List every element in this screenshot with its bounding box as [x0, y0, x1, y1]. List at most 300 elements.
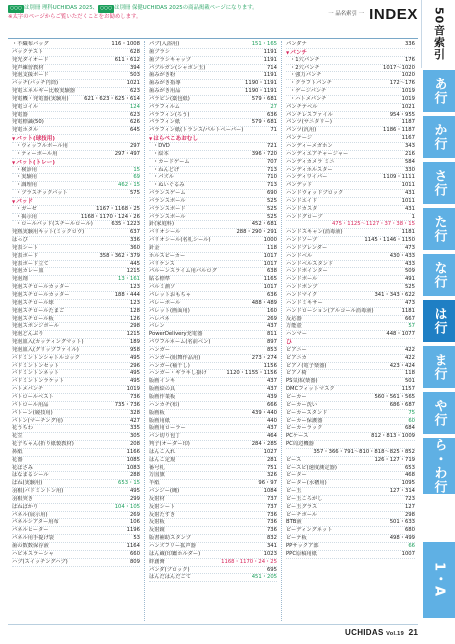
index-entry — [286, 41, 415, 49]
entry-name: DMCフィットマスク — [286, 386, 335, 393]
entry-name: 発泡スチロールカッター — [12, 292, 70, 298]
entry-name: ハンカチ(布) — [149, 401, 180, 408]
index-entry — [149, 214, 277, 222]
entry-name: 版画用紙 — [149, 417, 170, 424]
index-entry — [286, 457, 415, 465]
index-entry — [12, 151, 140, 159]
index-entry — [12, 331, 140, 339]
entry-pages: 1191 — [263, 56, 277, 63]
entry-name: 版画板 — [149, 409, 165, 416]
entry-name: 発電機・発電器(実験用) — [12, 95, 69, 102]
entry-name: パネル(展示用) — [12, 511, 48, 518]
entry-name: ピー玉ころがし — [286, 495, 323, 502]
entry-name: 反射材 — [149, 495, 165, 502]
index-entry — [286, 543, 415, 551]
index-entry — [12, 96, 140, 104]
index-entry — [286, 159, 415, 167]
entry-pages: 335 — [129, 425, 140, 432]
index-entry — [149, 276, 277, 284]
index-entry — [149, 57, 277, 65]
side-tab-5[interactable] — [423, 300, 455, 344]
index-entry — [149, 159, 277, 167]
entry-name: 針(家庭科) — [149, 221, 175, 228]
entry-name: 発泡カレー皿 — [12, 268, 44, 275]
index-entry — [149, 394, 277, 402]
entry-pages: 575 — [129, 190, 140, 197]
index-entry — [12, 527, 140, 535]
index-entry — [12, 237, 140, 245]
entry-pages: 832 — [266, 535, 277, 542]
entry-pages: 104・105 — [114, 503, 140, 510]
side-index — [421, 0, 455, 644]
entry-name: ハンガー — [149, 346, 170, 353]
index-entry — [149, 331, 277, 339]
entry-pages: 737 — [266, 495, 277, 502]
entry-pages: 358・362・379 — [99, 252, 140, 259]
entry-pages: 495 — [129, 488, 140, 495]
entry-pages: 437 — [266, 378, 277, 385]
index-heading — [328, 4, 418, 23]
index-entry — [286, 229, 415, 237]
index-entry — [149, 237, 277, 245]
entry-pages: 208 — [129, 441, 140, 448]
entry-name: ▼ バット(球技用) — [12, 135, 55, 142]
entry-pages: 666 — [266, 401, 277, 408]
side-tab-8[interactable] — [423, 438, 455, 496]
entry-name: 鼻紙 — [12, 448, 23, 455]
entry-name: ピーカーラック — [286, 425, 323, 432]
index-entry — [12, 370, 140, 378]
entry-name: 歯ブラシ — [149, 48, 170, 55]
entry-pages: 1017 — [263, 284, 277, 291]
entry-name: ハトメパンチ — [12, 386, 44, 393]
index-entry — [149, 457, 277, 465]
index-entry — [12, 276, 140, 284]
entry-pages: 60 — [408, 417, 415, 424]
entry-pages: 128 — [129, 307, 140, 314]
entry-name: 版書補助スタンプ — [149, 535, 191, 542]
entry-name: 絆創膏 — [149, 558, 165, 565]
index-entry — [12, 402, 140, 410]
index-entry — [12, 323, 140, 331]
entry-pages: 66 — [408, 543, 415, 549]
entry-pages: 684 — [404, 425, 415, 432]
entry-name: 反射板 — [149, 519, 165, 526]
index-entry — [12, 488, 140, 496]
index-column-1 — [8, 41, 145, 621]
index-entry — [149, 410, 277, 418]
entry-name: ▼ バット(トレー) — [12, 159, 55, 166]
entry-pages: 1191 — [263, 48, 277, 55]
entry-pages: 695 — [266, 566, 277, 573]
entry-pages: 27 — [270, 103, 277, 110]
entry-pages: 1181 — [401, 307, 415, 314]
side-tab-label: な行 — [431, 261, 447, 289]
entry-pages: 623 — [129, 88, 140, 95]
index-entry — [12, 551, 140, 559]
side-tab-label: や行 — [431, 399, 447, 427]
entry-pages: 357・366・791〜810・818〜825・852 — [313, 448, 415, 455]
index-entry — [149, 559, 277, 567]
entry-pages: 710 — [266, 174, 277, 181]
entry-name: パラフィン紙(トランス/パルトペーパー) — [149, 127, 244, 134]
index-entry — [12, 72, 140, 80]
entry-name: パンダナ — [286, 41, 307, 47]
index-entry — [12, 433, 140, 441]
entry-name: パンツ(サニタリー) — [286, 119, 332, 126]
index-entry — [149, 167, 277, 175]
side-tab-7[interactable] — [423, 392, 455, 436]
entry-pages: 330 — [404, 166, 415, 173]
entry-pages: 509 — [404, 268, 415, 275]
entry-name: パトーン(競技用) — [12, 409, 53, 416]
entry-pages: 503 — [129, 72, 140, 79]
entry-name: ばね(実験用) — [12, 480, 43, 487]
side-tab-label: た行 — [431, 215, 447, 243]
entry-pages: 723 — [404, 495, 415, 502]
entry-name: ・ねんどげ — [153, 166, 180, 173]
entry-name: ・クラフトパンチ — [290, 80, 332, 87]
entry-pages: 273・274 — [251, 354, 277, 361]
entry-name: ハンドボール — [286, 276, 318, 283]
index-entry — [149, 198, 277, 206]
index-entry — [286, 292, 415, 300]
entry-name: パンデッド — [286, 182, 313, 189]
index-entry — [286, 112, 415, 120]
index-entry — [149, 449, 277, 457]
side-tab-4[interactable] — [423, 254, 455, 298]
index-entry — [286, 245, 415, 253]
entry-name: 発表ボード — [12, 252, 39, 259]
entry-name: ハンドエイド — [286, 197, 318, 204]
entry-name: 万国旗 — [149, 472, 165, 479]
entry-name: 発声練習教材 — [12, 64, 44, 71]
index-entry — [12, 535, 140, 543]
index-entry — [286, 135, 415, 143]
entry-pages: 1181 — [401, 229, 415, 236]
entry-name: パルーンスライム用バルログ — [149, 268, 217, 275]
index-entry — [286, 104, 415, 112]
entry-name: パラピン(薬包紙) — [149, 95, 190, 102]
side-tab-label: は行 — [431, 307, 447, 335]
entry-pages: 439 — [266, 393, 277, 400]
entry-name: 発泡皿入(カッティングマット) — [12, 339, 84, 346]
entry-pages: 431 — [404, 205, 415, 212]
entry-name: バランスボール — [149, 197, 186, 204]
entry-pages: 1167・1168・25 — [96, 205, 140, 212]
entry-name: ・強力パンチ — [290, 72, 322, 79]
index-entry — [149, 229, 277, 237]
index-entry — [149, 316, 277, 324]
entry-pages: 336 — [129, 237, 140, 244]
entry-name: ピーカー保護器 — [286, 417, 323, 424]
entry-name: 花ばさみ — [12, 464, 33, 471]
index-entry — [12, 308, 140, 316]
entry-pages: 15 — [133, 166, 140, 173]
entry-pages: 123 — [129, 284, 140, 291]
side-tab-6[interactable] — [423, 346, 455, 390]
side-tab-label: ま行 — [431, 353, 447, 381]
side-tab-9[interactable] — [423, 542, 455, 620]
brand-name: UCHIDAS — [345, 628, 384, 637]
entry-name: ・ロールパッド(スチールロール) — [16, 221, 93, 228]
kana-heading — [286, 339, 415, 347]
entry-pages: 305 — [129, 433, 140, 440]
entry-name: ・ティーボール用 — [16, 150, 58, 157]
entry-name: 版画絵の具 — [149, 386, 176, 393]
entry-pages: 501 — [404, 378, 415, 385]
entry-name: 発泡スチロールカッター — [12, 284, 70, 291]
entry-name: パブ(入浴用) — [149, 41, 180, 47]
entry-pages: 298 — [404, 511, 415, 518]
entry-pages: 452・681 — [251, 221, 277, 228]
entry-pages: 1168・1170・124・26 — [80, 213, 140, 220]
entry-pages: 440 — [266, 417, 277, 424]
entry-pages: 491 — [404, 276, 415, 283]
entry-name: 歯ブラシキャップ — [149, 56, 191, 63]
entry-pages: 422 — [404, 346, 415, 353]
index-entry — [286, 504, 415, 512]
index-entry — [286, 449, 415, 457]
entry-name: ピーディングネット — [286, 527, 333, 534]
entry-name: 発泡どんぶり — [12, 331, 44, 338]
entry-name: PPサックア部 — [286, 543, 319, 549]
index-entry — [12, 167, 140, 175]
entry-pages: 853 — [266, 346, 277, 353]
entry-pages: 707 — [266, 158, 277, 165]
index-entry — [149, 261, 277, 269]
side-tab-label: か行 — [431, 123, 447, 151]
entry-pages: 343 — [404, 142, 415, 149]
entry-name: パトロール用品 — [12, 401, 49, 408]
index-entry — [12, 355, 140, 363]
entry-name: 発表シート — [12, 244, 39, 251]
entry-pages: 1017〜1020 — [383, 64, 415, 71]
entry-name: ハンディカメラ ミニ — [286, 158, 335, 165]
index-entry — [12, 65, 140, 73]
entry-pages: 336 — [404, 41, 415, 47]
side-tab-0[interactable] — [423, 70, 455, 114]
index-entry — [12, 221, 140, 229]
index-entry — [286, 96, 415, 104]
entry-name: PC周辺機器 — [286, 441, 314, 448]
index-entry — [149, 543, 277, 551]
legend-text-2: は別冊 保健UCHIDAS 2025の商品掲載ページになります。 — [114, 5, 258, 11]
index-entry — [286, 300, 415, 308]
index-entry — [12, 174, 140, 182]
index-entry — [12, 104, 140, 112]
index-entry — [149, 378, 277, 386]
index-entry — [286, 394, 415, 402]
entry-pages: 1023 — [263, 550, 277, 557]
index-column-3 — [282, 41, 419, 621]
index-entry — [149, 504, 277, 512]
index-entry — [149, 284, 277, 292]
index-entry — [12, 268, 140, 276]
entry-pages: 1215 — [126, 331, 140, 338]
entry-pages: 433 — [404, 260, 415, 267]
entry-pages: 423・424 — [389, 362, 415, 369]
index-entry — [12, 261, 140, 269]
entry-pages: 1156 — [263, 362, 277, 369]
entry-name: ピーター(水槽用) — [286, 480, 327, 487]
index-entry — [12, 182, 140, 190]
index-entry — [286, 206, 415, 214]
entry-pages: 1021 — [126, 80, 140, 87]
index-entry — [286, 276, 415, 284]
index-entry — [149, 268, 277, 276]
entry-pages: 954・955 — [389, 111, 415, 118]
entry-pages: 69 — [133, 174, 140, 181]
entry-name: 貼る標準 — [149, 276, 170, 283]
entry-pages: 680 — [404, 527, 415, 534]
entry-pages: 53 — [133, 535, 140, 542]
entry-pages: 495 — [129, 378, 140, 385]
entry-name: ・絵本 — [153, 150, 169, 157]
entry-name: 花うちわ — [12, 425, 33, 432]
index-entry — [286, 488, 415, 496]
entry-pages: 468 — [404, 472, 415, 479]
entry-name: ・ゲージパンチ — [290, 88, 327, 95]
entry-pages: 1095 — [401, 480, 415, 487]
entry-name: バランスゲーム — [149, 190, 186, 197]
entry-pages: 579・681 — [251, 119, 277, 126]
entry-pages: 127 — [404, 503, 415, 510]
index-entry — [12, 190, 140, 198]
entry-pages: 439・440 — [251, 409, 277, 416]
entry-pages: 298 — [129, 323, 140, 330]
entry-name: ・1穴パンチ — [290, 56, 320, 63]
index-entry — [149, 433, 277, 441]
entry-pages: 525 — [266, 213, 277, 220]
entry-pages: 288 — [129, 472, 140, 479]
index-group-heading — [286, 49, 415, 57]
index-entry — [286, 496, 415, 504]
entry-pages: 637 — [129, 229, 140, 236]
index-entry — [12, 418, 140, 426]
entry-pages: 653 — [404, 464, 415, 471]
entry-name: バドミントンネット — [12, 370, 59, 377]
entry-name: バン切り包丁 — [149, 433, 181, 440]
brand-volume: Vol.19 — [386, 631, 404, 637]
index-entry — [12, 253, 140, 261]
index-entry — [149, 418, 277, 426]
entry-pages: 123 — [129, 299, 140, 306]
entry-pages: 448・1077 — [386, 331, 415, 338]
side-tab-2[interactable] — [423, 162, 455, 206]
entry-name: ハブ(スイッチングハブ) — [12, 558, 68, 565]
entry-pages: 464 — [266, 433, 277, 440]
entry-name: 発光ダイオード — [12, 56, 49, 63]
entry-name: ハンドグローブ — [286, 213, 323, 220]
index-entry — [286, 418, 415, 426]
index-entry — [286, 284, 415, 292]
entry-name: ・ガーゼ — [16, 205, 37, 212]
entry-name: ばねばかり — [12, 503, 39, 510]
entry-name: ピーター — [286, 472, 307, 479]
index-entry — [286, 386, 415, 394]
entry-name: ピーカー洗い — [286, 401, 318, 408]
entry-name: ・カードゲーム — [153, 158, 190, 165]
entry-name: ・2穴パンチ — [290, 64, 320, 71]
index-entry — [149, 527, 277, 535]
entry-name: 発電標識(50) — [12, 119, 44, 126]
index-entry — [149, 441, 277, 449]
index-entry — [286, 370, 415, 378]
entry-name: PPC原稿用紙 — [286, 550, 317, 557]
side-tab-3[interactable] — [423, 208, 455, 252]
index-entry — [12, 543, 140, 551]
entry-name: パトロールベスト — [12, 393, 54, 400]
index-entry — [286, 308, 415, 316]
entry-pages: 328 — [129, 409, 140, 416]
side-tab-1[interactable] — [423, 116, 455, 160]
index-entry — [286, 425, 415, 433]
entry-name: ハンドミキサー — [286, 299, 323, 306]
entry-name: ▼ パッド — [12, 198, 33, 205]
entry-pages: 57 — [408, 323, 415, 330]
entry-pages: 1020 — [401, 72, 415, 79]
entry-name: ・ぬいぐるみ — [153, 182, 185, 189]
brand-logo — [345, 628, 404, 637]
index-entry — [12, 119, 140, 127]
entry-pages: 667 — [404, 315, 415, 322]
entry-pages: 498・499 — [389, 535, 415, 542]
index-entry — [149, 80, 277, 88]
side-index-heading — [421, 0, 455, 68]
entry-name: パネルシアター用布 — [12, 519, 59, 526]
entry-pages: 1196 — [126, 527, 140, 534]
entry-name: 万能壺 — [286, 323, 302, 330]
entry-name: ハンドスキャン(消毒液) — [286, 229, 343, 236]
entry-pages: 1215 — [126, 268, 140, 275]
entry-name: ハンドローション(アルコール消毒液) — [286, 307, 374, 314]
entry-pages: 189 — [129, 339, 140, 346]
index-entry — [286, 316, 415, 324]
entry-pages: 437 — [266, 386, 277, 393]
index-entry — [286, 221, 415, 229]
entry-pages: 430・433 — [389, 252, 415, 259]
index-entry — [149, 49, 277, 57]
side-index-title: 50音索引 — [432, 7, 446, 61]
index-entry — [149, 182, 277, 190]
entry-pages: 488・489 — [251, 299, 277, 306]
entry-pages: 151・165 — [251, 41, 277, 47]
entry-pages: 427 — [129, 417, 140, 424]
entry-pages: 560・561・565 — [374, 393, 415, 400]
index-entry — [286, 143, 415, 151]
entry-name: ハンディーメガホン — [286, 142, 333, 149]
index-entry — [286, 441, 415, 449]
entry-pages: 1011 — [401, 197, 415, 204]
index-entry — [149, 496, 277, 504]
entry-pages: 636 — [266, 111, 277, 118]
entry-pages: 1007 — [401, 550, 415, 557]
entry-pages: 525 — [266, 197, 277, 204]
entry-pages: 288・290・291 — [236, 229, 277, 236]
recommend-note: ※太字のページからご覧いただくことをお勧めします。 — [8, 14, 142, 20]
entry-pages: 736 — [266, 511, 277, 518]
entry-name: ハレパネ — [149, 315, 170, 322]
entry-pages: 958 — [129, 346, 140, 353]
entry-name: 花子ちゃん(折り紙製教材) — [12, 441, 74, 448]
entry-pages: 621・623・625・614 — [84, 95, 140, 102]
index-entry — [286, 410, 415, 418]
entry-name: パラフィン(ろう) — [149, 111, 190, 118]
entry-name: パネル用手提げ袋 — [12, 535, 54, 542]
side-tab-label: 1・A — [431, 562, 447, 598]
index-entry — [286, 519, 415, 527]
